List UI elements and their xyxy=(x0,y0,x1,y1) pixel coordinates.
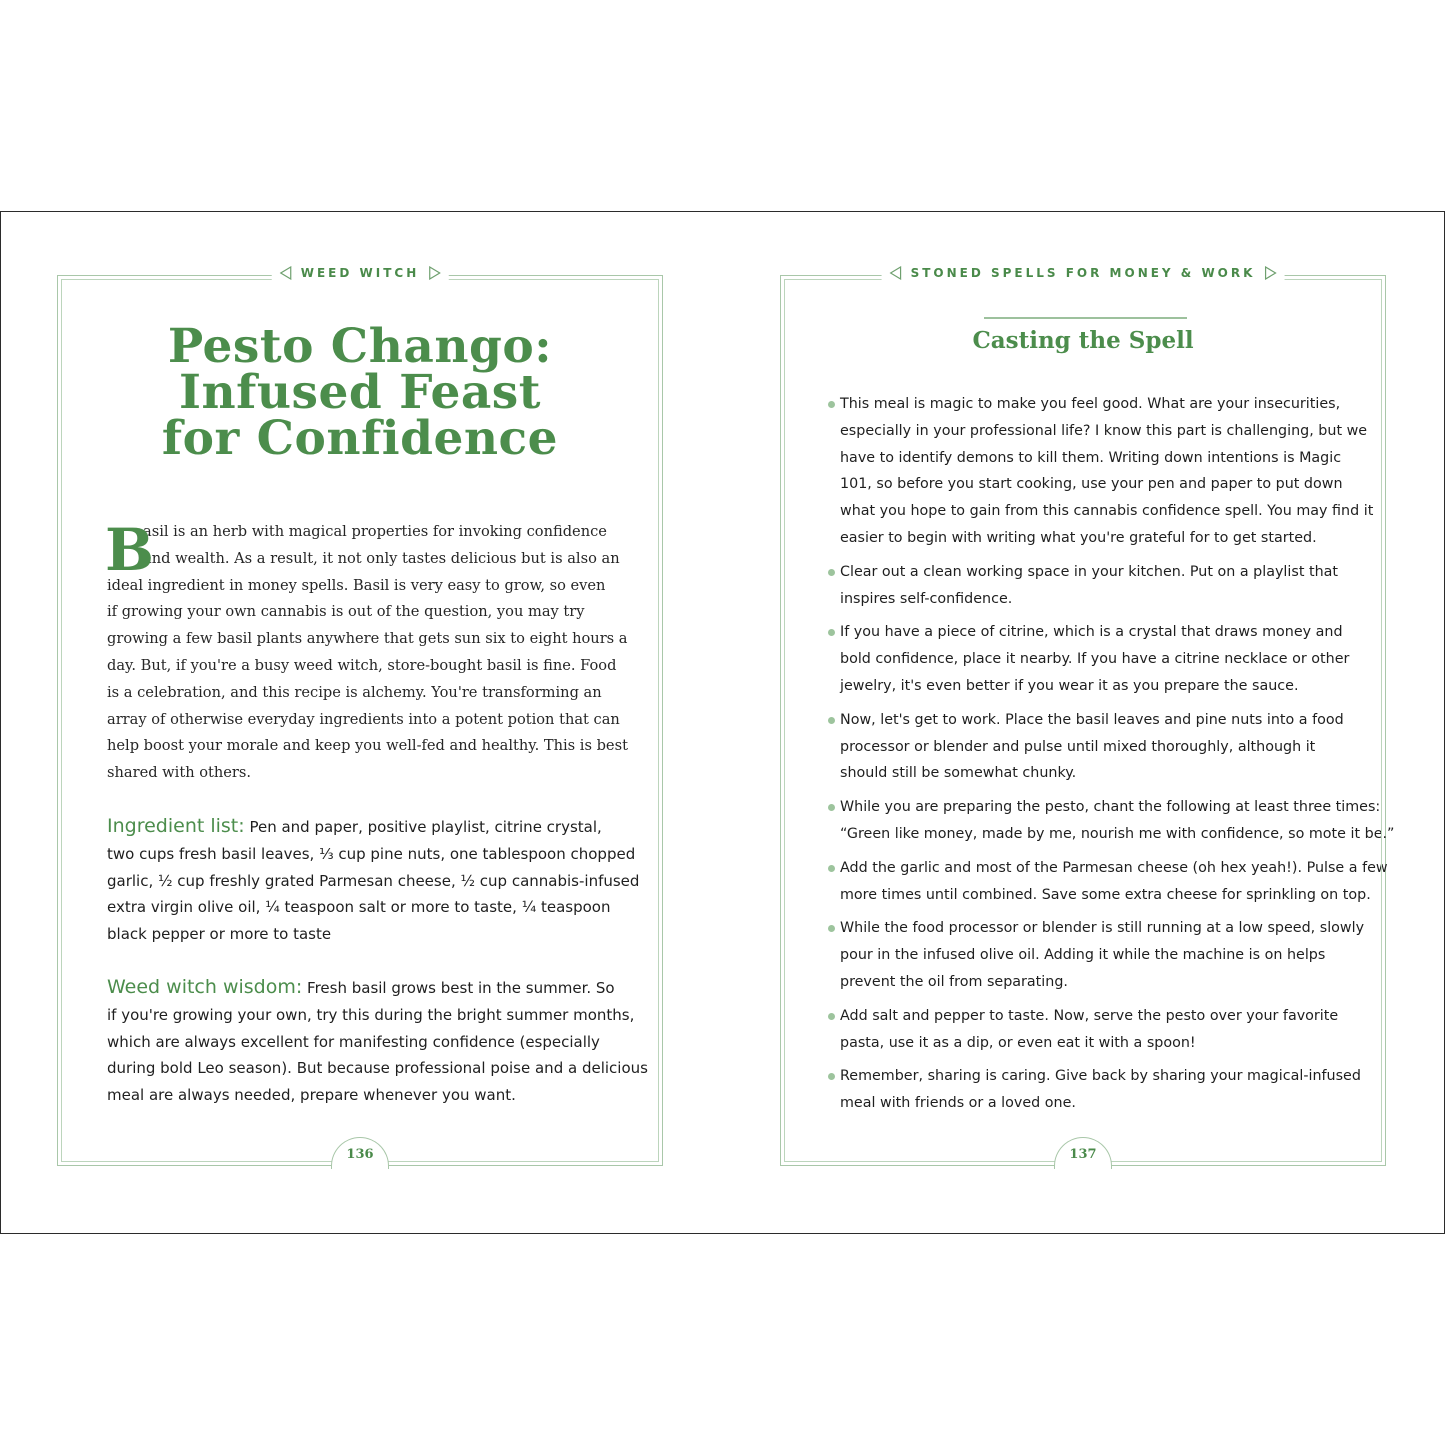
left-running-head xyxy=(272,266,449,280)
step-line: pour in the infused olive oil. Adding it while the machine is on helps xyxy=(840,947,1326,964)
right-page xyxy=(780,266,1395,1166)
ingredient-line: black pepper or more to taste xyxy=(107,925,332,944)
book-spread xyxy=(0,211,1445,1234)
step-line: easier to begin with writing what you're grateful for to get started. xyxy=(840,529,1317,546)
triangle-right-icon xyxy=(1264,266,1276,280)
intro-line: day. But, if you're a busy weed witch, store-bought basil is fine. Food xyxy=(107,656,617,674)
wisdom-line: if you're growing your own, try this during the bright summer months, xyxy=(107,1005,635,1024)
intro-line: growing a few basil plants anywhere that gets sun six to eight hours a xyxy=(107,630,628,648)
ingredient-line: extra virgin olive oil, ¼ teaspoon salt or more to taste, ¼ teaspoon xyxy=(107,898,611,917)
step-line: 101, so before you start cooking, use your pen and paper to put down xyxy=(840,476,1343,493)
step-line: bold confidence, place it nearby. If you have a citrine necklace or other xyxy=(840,651,1350,668)
title-line: Pesto Chango: xyxy=(167,319,553,374)
triangle-right-icon xyxy=(428,266,440,280)
page-number: 137 xyxy=(1069,1147,1097,1162)
step-line: jewelry, it's even better if you wear it as you prepare the sauce. xyxy=(840,677,1299,694)
intro-line: array of otherwise everyday ingredients into a potent potion that can xyxy=(107,710,620,728)
wisdom-line: which are always excellent for manifesting confidence (especially xyxy=(107,1032,600,1051)
title-line: for Confidence xyxy=(161,411,559,466)
list-item xyxy=(828,855,1388,909)
list-item xyxy=(828,619,1348,699)
list-item xyxy=(828,1003,1348,1057)
running-head-label: STONED SPELLS FOR MONEY & WORK xyxy=(910,266,1256,280)
ingredient-line xyxy=(107,813,627,841)
list-item xyxy=(828,391,1374,552)
step-line: This meal is magic to make you feel good. What are your insecurities, xyxy=(840,396,1341,412)
step-line: While the food processor or blender is still running at a low speed, slowly xyxy=(840,920,1365,937)
step-line: what you hope to gain from this cannabis confidence spell. You may find it xyxy=(840,503,1374,520)
list-item xyxy=(828,794,1395,848)
intro-line: ideal ingredient in money spells. Basil is very easy to grow, so even xyxy=(107,576,606,594)
intro-line: asil is an herb with magical properties for invoking confidence xyxy=(143,523,607,540)
step-line: If you have a piece of citrine, which is a crystal that draws money and xyxy=(840,624,1343,641)
wisdom-line xyxy=(107,974,627,1002)
list-item xyxy=(828,1063,1361,1117)
step-line: Now, let's get to work. Place the basil leaves and pine nuts into a food xyxy=(840,711,1344,728)
step-line: should still be somewhat chunky. xyxy=(840,765,1077,782)
ingredient-line: two cups fresh basil leaves, ⅓ cup pine nuts, one tablespoon chopped xyxy=(107,844,636,863)
section-subtitle: Casting the Spell xyxy=(972,327,1194,354)
step-line: Add salt and pepper to taste. Now, serve the pesto over your favorite xyxy=(840,1007,1339,1024)
list-item xyxy=(828,915,1365,995)
step-line: Clear out a clean working space in your kitchen. Put on a playlist that xyxy=(840,563,1339,580)
running-head-label: WEED WITCH xyxy=(300,266,420,280)
right-running-head xyxy=(882,266,1285,280)
step-line: have to identify demons to kill them. Writing down intentions is Magic xyxy=(840,449,1342,466)
intro-paragraph xyxy=(105,516,628,787)
recipe-title xyxy=(58,319,662,466)
step-line: processor or blender and pulse until mixed thoroughly, although it xyxy=(840,738,1316,755)
step-line: pasta, use it as a dip, or even eat it with a spoon! xyxy=(840,1034,1196,1051)
spell-steps xyxy=(828,391,1395,1124)
wisdom-line: during bold Leo season). But because professional poise and a delicious xyxy=(107,1059,648,1078)
triangle-left-icon xyxy=(890,266,902,280)
step-line: more times until combined. Save some extra cheese for sprinkling on top. xyxy=(840,886,1371,903)
subtitle-rule xyxy=(984,317,1187,319)
page-number-tab xyxy=(1054,1137,1112,1169)
step-line: “Green like money, made by me, nourish me with confidence, so mote it be.” xyxy=(840,825,1395,842)
ingredient-list-label: Ingredient list: xyxy=(107,815,245,837)
page-number-tab xyxy=(331,1137,389,1169)
step-line: meal with friends or a loved one. xyxy=(840,1095,1076,1112)
wisdom-text: Fresh basil grows best in the summer. So xyxy=(307,979,615,997)
ingredient-text: Pen and paper, positive playlist, citrine crystal, xyxy=(249,818,602,836)
ingredient-line: garlic, ½ cup freshly grated Parmesan cheese, ½ cup cannabis-infused xyxy=(107,871,640,890)
title-line: Infused Feast xyxy=(179,365,541,420)
step-line: Add the garlic and most of the Parmesan cheese (oh hex yeah!). Pulse a few xyxy=(840,859,1388,876)
drop-cap: B xyxy=(105,516,155,584)
list-item xyxy=(828,559,1348,613)
step-line: While you are preparing the pesto, chant the following at least three times: xyxy=(840,799,1381,816)
step-line: Remember, sharing is caring. Give back by sharing your magical-infused xyxy=(840,1068,1361,1085)
list-item xyxy=(828,707,1348,787)
weed-witch-wisdom xyxy=(107,974,648,1109)
intro-line: if growing your own cannabis is out of the question, you may try xyxy=(107,603,585,621)
step-line: inspires self-confidence. xyxy=(840,590,1013,607)
wisdom-line: meal are always needed, prepare whenever you want. xyxy=(107,1086,516,1105)
intro-line: is a celebration, and this recipe is alchemy. You're transforming an xyxy=(107,683,602,701)
step-line: especially in your professional life? I know this part is challenging, but we xyxy=(840,422,1368,439)
ingredient-list xyxy=(107,813,640,948)
page-number: 136 xyxy=(346,1147,374,1162)
triangle-left-icon xyxy=(280,266,292,280)
intro-line: shared with others. xyxy=(107,764,252,782)
wisdom-label: Weed witch wisdom: xyxy=(107,976,303,998)
intro-line: and wealth. As a result, it not only tastes delicious but is also an xyxy=(143,549,620,567)
left-page xyxy=(57,266,663,1166)
step-line: prevent the oil from separating. xyxy=(840,973,1068,990)
intro-line: help boost your morale and keep you well-fed and healthy. This is best xyxy=(107,737,628,755)
